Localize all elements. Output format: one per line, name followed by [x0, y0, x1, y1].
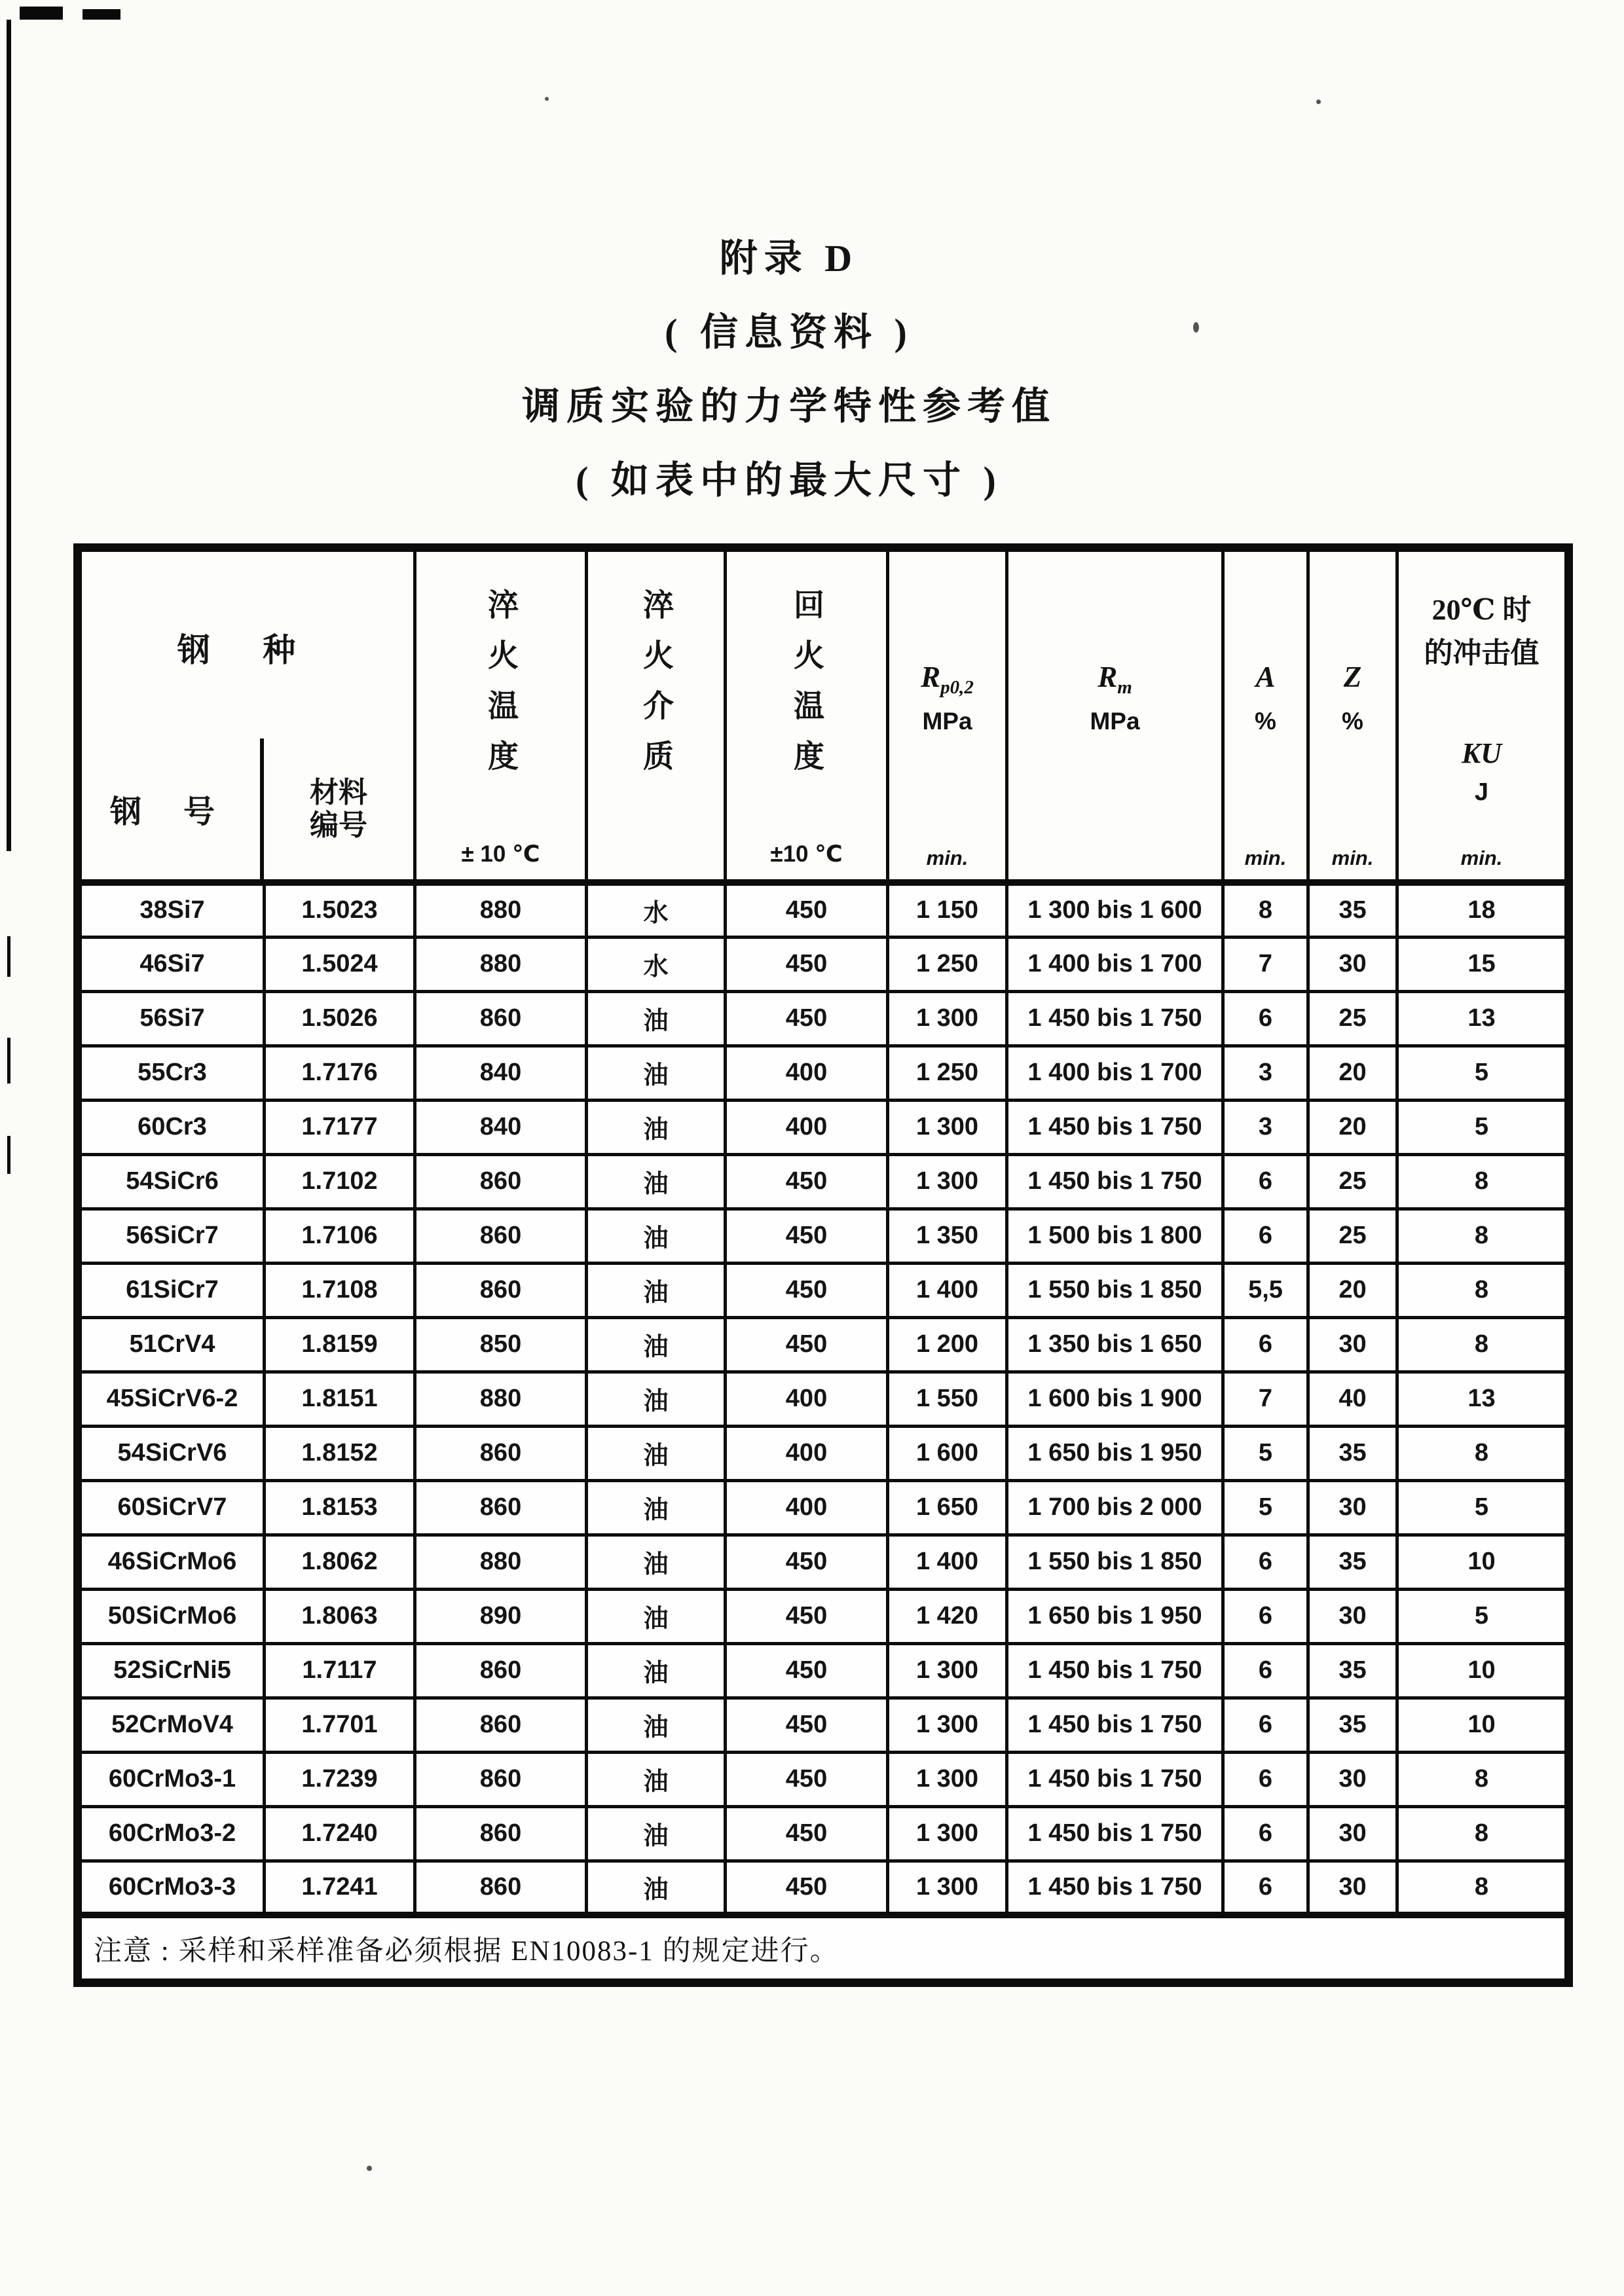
- cell-rm-range: 1 700 bis 2 000: [1007, 1480, 1223, 1535]
- cell-material-number: 1.8151: [265, 1372, 415, 1426]
- table-row: [78, 1046, 1569, 1100]
- cell-rp02: 1 200: [888, 1317, 1007, 1372]
- cell-reduction: 30: [1308, 1752, 1397, 1806]
- table-row: [78, 1372, 1569, 1426]
- cell-quench-temp: 860: [415, 1209, 587, 1263]
- cell-rm-range: 1 500 bis 1 800: [1007, 1209, 1223, 1263]
- cell-temper-temp: 450: [726, 991, 888, 1046]
- cell-rm-range: 1 450 bis 1 750: [1007, 1861, 1223, 1915]
- cell-material-number: 1.7240: [265, 1806, 415, 1861]
- cell-steel-grade: 60SiCrV7: [78, 1480, 265, 1535]
- cell-steel-grade: 54SiCrV6: [78, 1426, 265, 1480]
- cell-reduction: 35: [1308, 1643, 1397, 1698]
- cell-material-number: 1.8152: [265, 1426, 415, 1480]
- table-row: [78, 1480, 1569, 1535]
- cell-rm-range: 1 450 bis 1 750: [1007, 1698, 1223, 1752]
- cell-steel-grade: 61SiCr7: [78, 1263, 265, 1317]
- cell-rm-range: 1 450 bis 1 750: [1007, 1154, 1223, 1209]
- cell-elongation: 6: [1223, 1317, 1308, 1372]
- cell-impact: 8: [1397, 1752, 1569, 1806]
- cell-material-number: 1.7108: [265, 1263, 415, 1317]
- cell-material-number: 1.8159: [265, 1317, 415, 1372]
- cell-rp02: 1 420: [888, 1589, 1007, 1643]
- table-body: [78, 883, 1569, 1983]
- cell-material-number: 1.8153: [265, 1480, 415, 1535]
- cell-steel-grade: 55Cr3: [78, 1046, 265, 1100]
- appendix-title: 附录 D: [719, 237, 859, 280]
- cell-reduction: 30: [1308, 1861, 1397, 1915]
- cell-elongation: 5: [1223, 1480, 1308, 1535]
- cell-reduction: 35: [1308, 883, 1397, 937]
- cell-rp02: 1 350: [888, 1209, 1007, 1263]
- cell-quench-medium: 油: [587, 1861, 726, 1915]
- cell-impact: 8: [1397, 1861, 1569, 1915]
- cell-quench-temp: 860: [415, 1154, 587, 1209]
- scan-mark-top-left-1: [20, 7, 63, 20]
- cell-elongation: 7: [1223, 937, 1308, 991]
- scan-speck-2: [1316, 100, 1321, 104]
- cell-elongation: 6: [1223, 991, 1308, 1046]
- cell-impact: 10: [1397, 1535, 1569, 1589]
- col-header-impact: [1397, 548, 1569, 883]
- cell-rm-range: 1 400 bis 1 700: [1007, 1046, 1223, 1100]
- cell-temper-temp: 450: [726, 937, 888, 991]
- table-row: [78, 1535, 1569, 1589]
- cell-quench-medium: 水: [587, 883, 726, 937]
- cell-temper-temp: 400: [726, 1372, 888, 1426]
- cell-rm-range: 1 600 bis 1 900: [1007, 1372, 1223, 1426]
- cell-steel-grade: 50SiCrMo6: [78, 1589, 265, 1643]
- table-header-row: [78, 548, 1569, 883]
- cell-temper-temp: 450: [726, 1643, 888, 1698]
- cell-steel-grade: 45SiCrV6-2: [78, 1372, 265, 1426]
- material-number-label: [264, 776, 413, 841]
- cell-steel-grade: 60CrMo3-2: [78, 1806, 265, 1861]
- scan-speck-4: [545, 97, 549, 101]
- impact-label-line2: 的冲击值: [1424, 637, 1540, 669]
- cell-rp02: 1 300: [888, 1154, 1007, 1209]
- cell-elongation: 3: [1223, 1100, 1308, 1154]
- cell-quench-medium: 油: [587, 1480, 726, 1535]
- cell-rp02: 1 300: [888, 1643, 1007, 1698]
- cell-steel-grade: 38Si7: [78, 883, 265, 937]
- impact-label-line1: 20℃ 时: [1431, 594, 1532, 626]
- cell-impact: 13: [1397, 1372, 1569, 1426]
- cell-quench-temp: 880: [415, 937, 587, 991]
- impact-unit: J: [1474, 778, 1489, 806]
- cell-steel-grade: 60CrMo3-3: [78, 1861, 265, 1915]
- cell-elongation: 6: [1223, 1154, 1308, 1209]
- cell-material-number: 1.7701: [265, 1698, 415, 1752]
- cell-impact: 13: [1397, 991, 1569, 1046]
- steel-grade-label: 钢 号: [109, 795, 232, 829]
- col-header-rm: [1007, 548, 1223, 883]
- cell-elongation: 6: [1223, 1535, 1308, 1589]
- cell-reduction: 30: [1308, 1589, 1397, 1643]
- cell-quench-medium: 油: [587, 1426, 726, 1480]
- rp02-unit: MPa: [922, 708, 972, 735]
- cell-impact: 5: [1397, 1480, 1569, 1535]
- cell-quench-medium: 油: [587, 1698, 726, 1752]
- cell-quench-medium: 油: [587, 1263, 726, 1317]
- title-main: 调质实验的力学特性参考值: [521, 385, 1056, 428]
- cell-reduction: 30: [1308, 1806, 1397, 1861]
- cell-quench-medium: 油: [587, 1752, 726, 1806]
- properties-table: [73, 543, 1573, 1987]
- cell-rm-range: 1 300 bis 1 600: [1007, 883, 1223, 937]
- quench-temp-label: 淬火温度: [483, 589, 517, 790]
- rm-unit: MPa: [1090, 708, 1140, 735]
- cell-steel-grade: 46Si7: [78, 937, 265, 991]
- cell-rp02: 1 300: [888, 991, 1007, 1046]
- cell-impact: 8: [1397, 1154, 1569, 1209]
- cell-reduction: 25: [1308, 1154, 1397, 1209]
- table-row: [78, 1643, 1569, 1698]
- cell-quench-temp: 860: [415, 1806, 587, 1861]
- cell-reduction: 20: [1308, 1100, 1397, 1154]
- cell-rm-range: 1 450 bis 1 750: [1007, 1643, 1223, 1698]
- cell-temper-temp: 400: [726, 1480, 888, 1535]
- cell-reduction: 35: [1308, 1426, 1397, 1480]
- cell-impact: 8: [1397, 1263, 1569, 1317]
- col-header-z: [1308, 548, 1397, 883]
- cell-reduction: 30: [1308, 937, 1397, 991]
- table-row: [78, 937, 1569, 991]
- table-row: [78, 991, 1569, 1046]
- scan-edge-dash-3: [7, 1136, 10, 1174]
- cell-rm-range: 1 400 bis 1 700: [1007, 937, 1223, 991]
- z-min: min.: [1331, 847, 1374, 869]
- cell-quench-temp: 860: [415, 991, 587, 1046]
- cell-impact: 8: [1397, 1426, 1569, 1480]
- table-row: [78, 1100, 1569, 1154]
- cell-elongation: 6: [1223, 1589, 1308, 1643]
- cell-impact: 8: [1397, 1806, 1569, 1861]
- cell-rp02: 1 300: [888, 1698, 1007, 1752]
- cell-rp02: 1 300: [888, 1806, 1007, 1861]
- cell-reduction: 25: [1308, 1209, 1397, 1263]
- cell-quench-temp: 840: [415, 1100, 587, 1154]
- table-row: [78, 1426, 1569, 1480]
- cell-material-number: 1.7102: [265, 1154, 415, 1209]
- steel-type-label: 钢 种: [177, 632, 318, 668]
- cell-reduction: 20: [1308, 1046, 1397, 1100]
- cell-rp02: 1 300: [888, 1861, 1007, 1915]
- steel-subheader: [82, 738, 413, 879]
- cell-material-number: 1.7239: [265, 1752, 415, 1806]
- cell-temper-temp: 450: [726, 1806, 888, 1861]
- cell-quench-temp: 860: [415, 1643, 587, 1698]
- cell-quench-medium: 油: [587, 1317, 726, 1372]
- rp02-min: min.: [926, 847, 969, 869]
- cell-quench-medium: 油: [587, 1643, 726, 1698]
- cell-elongation: 5: [1223, 1426, 1308, 1480]
- cell-reduction: 20: [1308, 1263, 1397, 1317]
- cell-rp02: 1 250: [888, 1046, 1007, 1100]
- cell-material-number: 1.7177: [265, 1100, 415, 1154]
- cell-quench-medium: 油: [587, 1372, 726, 1426]
- scan-mark-top-left-2: [83, 9, 120, 20]
- table-row: [78, 1209, 1569, 1263]
- cell-quench-medium: 油: [587, 1209, 726, 1263]
- cell-elongation: 6: [1223, 1861, 1308, 1915]
- cell-quench-temp: 850: [415, 1317, 587, 1372]
- cell-rm-range: 1 550 bis 1 850: [1007, 1535, 1223, 1589]
- cell-temper-temp: 450: [726, 1535, 888, 1589]
- table-row: [78, 1752, 1569, 1806]
- cell-quench-medium: 油: [587, 1806, 726, 1861]
- material-label-line2: 编号: [310, 809, 367, 841]
- col-header-temper-temp: [726, 548, 888, 883]
- cell-rp02: 1 250: [888, 937, 1007, 991]
- cell-quench-temp: 880: [415, 1535, 587, 1589]
- cell-quench-temp: 860: [415, 1861, 587, 1915]
- cell-temper-temp: 450: [726, 1154, 888, 1209]
- cell-temper-temp: 450: [726, 1698, 888, 1752]
- cell-elongation: 6: [1223, 1806, 1308, 1861]
- cell-reduction: 25: [1308, 991, 1397, 1046]
- cell-temper-temp: 450: [726, 1317, 888, 1372]
- cell-reduction: 30: [1308, 1317, 1397, 1372]
- cell-material-number: 1.5023: [265, 883, 415, 937]
- cell-temper-temp: 450: [726, 1263, 888, 1317]
- cell-temper-temp: 450: [726, 1861, 888, 1915]
- cell-reduction: 30: [1308, 1480, 1397, 1535]
- cell-quench-medium: 油: [587, 1154, 726, 1209]
- z-symbol: Z: [1343, 661, 1362, 693]
- cell-rp02: 1 400: [888, 1263, 1007, 1317]
- cell-temper-temp: 450: [726, 1752, 888, 1806]
- cell-rm-range: 1 650 bis 1 950: [1007, 1426, 1223, 1480]
- cell-quench-medium: 油: [587, 991, 726, 1046]
- note-text: 注意 : 采样和采样准备必须根据 EN10083-1 的规定进行。: [78, 1915, 1569, 1983]
- cell-material-number: 1.5024: [265, 937, 415, 991]
- cell-impact: 8: [1397, 1317, 1569, 1372]
- table-row: [78, 1698, 1569, 1752]
- cell-elongation: 6: [1223, 1209, 1308, 1263]
- impact-min: min.: [1460, 847, 1503, 869]
- cell-rm-range: 1 450 bis 1 750: [1007, 1806, 1223, 1861]
- cell-material-number: 1.7117: [265, 1643, 415, 1698]
- cell-steel-grade: 56Si7: [78, 991, 265, 1046]
- cell-temper-temp: 450: [726, 1209, 888, 1263]
- title-size-note: ( 如表中的最大尺寸 ): [576, 459, 1003, 501]
- note-row: [78, 1915, 1569, 1983]
- impact-symbol: KU: [1461, 737, 1502, 769]
- cell-impact: 10: [1397, 1698, 1569, 1752]
- cell-quench-medium: 油: [587, 1589, 726, 1643]
- cell-reduction: 35: [1308, 1535, 1397, 1589]
- cell-rp02: 1 550: [888, 1372, 1007, 1426]
- cell-quench-temp: 860: [415, 1263, 587, 1317]
- cell-steel-grade: 60Cr3: [78, 1100, 265, 1154]
- col-header-rp02: [888, 548, 1007, 883]
- cell-rp02: 1 650: [888, 1480, 1007, 1535]
- col-header-steel-type: [78, 548, 415, 883]
- cell-elongation: 6: [1223, 1752, 1308, 1806]
- cell-impact: 8: [1397, 1209, 1569, 1263]
- cell-temper-temp: 450: [726, 1589, 888, 1643]
- cell-quench-temp: 860: [415, 1480, 587, 1535]
- table-row: [78, 1317, 1569, 1372]
- cell-material-number: 1.8062: [265, 1535, 415, 1589]
- cell-quench-temp: 860: [415, 1752, 587, 1806]
- a-unit: %: [1255, 708, 1276, 735]
- col-header-quench-temp: [415, 548, 587, 883]
- cell-rp02: 1 300: [888, 1100, 1007, 1154]
- cell-rp02: 1 300: [888, 1752, 1007, 1806]
- quench-medium-label: 淬火介质: [638, 589, 673, 790]
- cell-steel-grade: 54SiCr6: [78, 1154, 265, 1209]
- cell-steel-grade: 56SiCr7: [78, 1209, 265, 1263]
- cell-material-number: 1.8063: [265, 1589, 415, 1643]
- col-header-quench-medium: [587, 548, 726, 883]
- cell-material-number: 1.5026: [265, 991, 415, 1046]
- title-block: [0, 221, 1578, 517]
- cell-impact: 15: [1397, 937, 1569, 991]
- cell-temper-temp: 450: [726, 883, 888, 937]
- cell-quench-temp: 890: [415, 1589, 587, 1643]
- cell-impact: 10: [1397, 1643, 1569, 1698]
- cell-rm-range: 1 450 bis 1 750: [1007, 1100, 1223, 1154]
- cell-temper-temp: 400: [726, 1100, 888, 1154]
- table-row: [78, 1263, 1569, 1317]
- cell-rm-range: 1 450 bis 1 750: [1007, 991, 1223, 1046]
- a-symbol: A: [1255, 661, 1276, 693]
- scan-edge-dash-2: [7, 1038, 10, 1084]
- a-min: min.: [1244, 847, 1287, 869]
- scan-speck-3: [367, 2166, 372, 2171]
- cell-rp02: 1 400: [888, 1535, 1007, 1589]
- cell-quench-medium: 油: [587, 1535, 726, 1589]
- rp02-symbol: $R_{p0,2}$: [921, 661, 974, 698]
- cell-impact: 5: [1397, 1589, 1569, 1643]
- cell-reduction: 40: [1308, 1372, 1397, 1426]
- cell-impact: 5: [1397, 1046, 1569, 1100]
- cell-quench-temp: 880: [415, 883, 587, 937]
- cell-quench-medium: 油: [587, 1100, 726, 1154]
- cell-elongation: 6: [1223, 1643, 1308, 1698]
- cell-rm-range: 1 550 bis 1 850: [1007, 1263, 1223, 1317]
- temper-temp-tolerance: ±10 ℃: [770, 841, 843, 867]
- cell-rm-range: 1 450 bis 1 750: [1007, 1752, 1223, 1806]
- cell-temper-temp: 400: [726, 1426, 888, 1480]
- cell-reduction: 35: [1308, 1698, 1397, 1752]
- cell-rm-range: 1 650 bis 1 950: [1007, 1589, 1223, 1643]
- cell-quench-medium: 水: [587, 937, 726, 991]
- cell-quench-medium: 油: [587, 1046, 726, 1100]
- cell-impact: 5: [1397, 1100, 1569, 1154]
- cell-elongation: 6: [1223, 1698, 1308, 1752]
- table-row: [78, 1589, 1569, 1643]
- cell-steel-grade: 52CrMoV4: [78, 1698, 265, 1752]
- cell-rp02: 1 150: [888, 883, 1007, 937]
- cell-material-number: 1.7241: [265, 1861, 415, 1915]
- title-subtitle-informative: ( 信息资料 ): [665, 311, 913, 354]
- cell-quench-temp: 880: [415, 1372, 587, 1426]
- cell-quench-temp: 840: [415, 1046, 587, 1100]
- col-header-a: [1223, 548, 1308, 883]
- rm-symbol: $R_m$: [1098, 661, 1132, 698]
- cell-rm-range: 1 350 bis 1 650: [1007, 1317, 1223, 1372]
- table-row: [78, 1806, 1569, 1861]
- temper-temp-label: 回火温度: [789, 589, 823, 790]
- cell-elongation: 3: [1223, 1046, 1308, 1100]
- scan-edge-dash-1: [7, 936, 10, 977]
- cell-steel-grade: 51CrV4: [78, 1317, 265, 1372]
- z-unit: %: [1342, 708, 1363, 735]
- table-row: [78, 1861, 1569, 1915]
- table-row: [78, 883, 1569, 937]
- cell-temper-temp: 400: [726, 1046, 888, 1100]
- cell-quench-temp: 860: [415, 1698, 587, 1752]
- cell-elongation: 7: [1223, 1372, 1308, 1426]
- cell-impact: 18: [1397, 883, 1569, 937]
- cell-quench-temp: 860: [415, 1426, 587, 1480]
- table-row: [78, 1154, 1569, 1209]
- cell-steel-grade: 60CrMo3-1: [78, 1752, 265, 1806]
- cell-elongation: 5,5: [1223, 1263, 1308, 1317]
- quench-temp-tolerance: ± 10 ℃: [461, 841, 540, 867]
- cell-steel-grade: 46SiCrMo6: [78, 1535, 265, 1589]
- cell-elongation: 8: [1223, 883, 1308, 937]
- cell-material-number: 1.7176: [265, 1046, 415, 1100]
- cell-rp02: 1 600: [888, 1426, 1007, 1480]
- cell-material-number: 1.7106: [265, 1209, 415, 1263]
- cell-steel-grade: 52SiCrNi5: [78, 1643, 265, 1698]
- material-label-line1: 材料: [310, 776, 367, 809]
